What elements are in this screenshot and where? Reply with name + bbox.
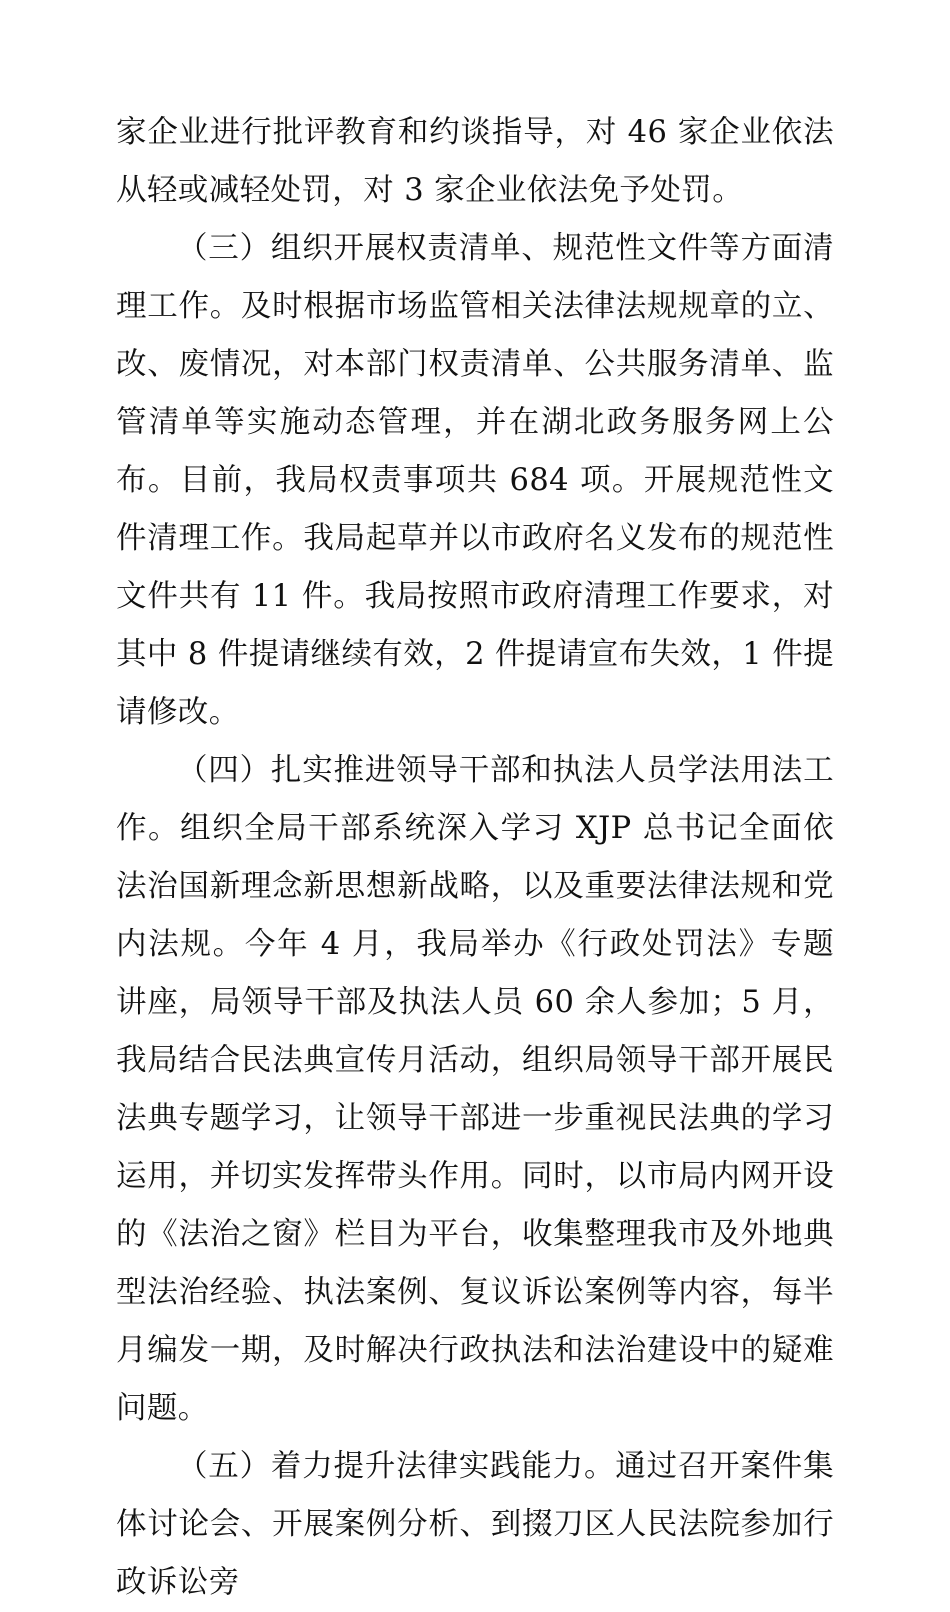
- paragraph-section-five: （五）着力提升法律实践能力。通过召开案件集体讨论会、开展案例分析、到掇刀区人民法院参加行政诉讼旁: [116, 1449, 834, 1600]
- paragraph-section-three: （三）组织开展权责清单、规范性文件等方面清理工作。及时根据市场监管相关法律法规规章的立、改、废情况，对本部门权责清单、公共服务清单、监管清单等实施动态管理，并在湖北政务服务网上公布。目前，我局权责事项共 684 项。开展规范性文件清理工作。我局起草并以市政府名义发布的规范性文件共有 11 件。我局按照市政府清理工作要求，对其中 8 件提请继续有效，2 件提请宣布失效，1 件提请修改。: [116, 231, 834, 730]
- paragraph-continued: 家企业进行批评教育和约谈指导，对 46 家企业依法从轻或减轻处罚，对 3 家企业依法免予处罚。: [116, 115, 834, 208]
- document-body: [116, 104, 834, 1612]
- paragraph-section-four: （四）扎实推进领导干部和执法人员学法用法工作。组织全局干部系统深入学习 XJP 总书记全面依法治国新理念新思想新战略，以及重要法律法规和党内法规。今年 4 月，我局举办《行政处罚法》专题讲座，局领导干部及执法人员 60 余人参加；5 月，我局结合民法典宣传月活动，组织局领导干部开展民法典专题学习，让领导干部进一步重视民法典的学习运用，并切实发挥带头作用。同时，以市局内网开设的《法治之窗》栏目为平台，收集整理我市及外地典型法治经验、执法案例、复议诉讼案例等内容，每半月编发一期，及时解决行政执法和法治建设中的疑难问题。: [116, 753, 834, 1426]
